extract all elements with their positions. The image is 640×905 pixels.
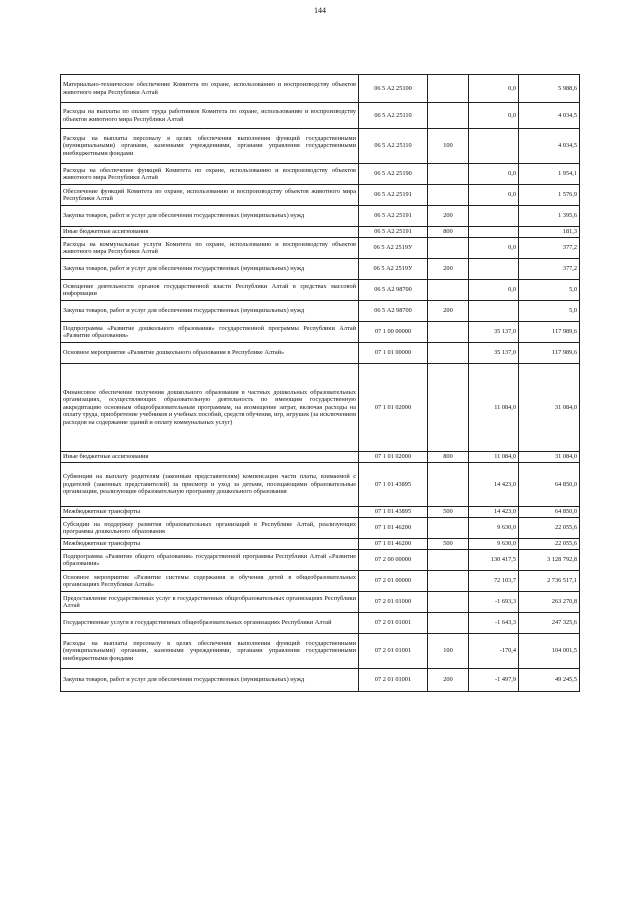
table-row [61, 227, 580, 238]
table-row [61, 634, 580, 669]
table-row [61, 206, 580, 227]
amount-total: 3 128 792,8 [519, 550, 580, 571]
amount-total: 377,2 [519, 238, 580, 259]
expense-description: Основное мероприятие «Развитие дошкольного образования в Республике Алтай» [61, 343, 359, 364]
target-article-code: 06 5 А2 25191 [359, 227, 428, 238]
table-row [61, 103, 580, 129]
table-row [61, 669, 580, 692]
amount-change: 0,0 [469, 238, 519, 259]
amount-change: -1 497,9 [469, 669, 519, 692]
table-row [61, 592, 580, 613]
expense-type-code [428, 322, 469, 343]
expense-description: Подпрограмма «Развитие дошкольного образования» государственной программы Республики Алтай «Развитие образования» [61, 322, 359, 343]
amount-total: 1 395,6 [519, 206, 580, 227]
target-article-code: 07 1 01 46200 [359, 539, 428, 550]
expense-type-code [428, 613, 469, 634]
expense-type-code: 200 [428, 301, 469, 322]
expense-type-code: 100 [428, 634, 469, 669]
amount-total: 5,0 [519, 280, 580, 301]
expense-type-code: 500 [428, 539, 469, 550]
amount-total: 64 850,0 [519, 463, 580, 507]
target-article-code: 07 2 01 00000 [359, 571, 428, 592]
amount-change: 130 417,5 [469, 550, 519, 571]
amount-total: 22 055,6 [519, 539, 580, 550]
expense-type-code [428, 550, 469, 571]
amount-total: 181,3 [519, 227, 580, 238]
expense-description: Материально-техническое обеспечение Комитета по охране, использованию и воспроизводству объектов животного мира Республики Алтай [61, 75, 359, 103]
expense-description: Субсидии на поддержку развития образовательных организаций в Республике Алтай, реализующих программы дошкольного образования [61, 518, 359, 539]
amount-change: 35 137,0 [469, 322, 519, 343]
amount-total: 31 084,0 [519, 364, 580, 452]
target-article-code: 07 1 01 46200 [359, 518, 428, 539]
expense-type-code: 800 [428, 227, 469, 238]
table-row [61, 185, 580, 206]
amount-change [469, 206, 519, 227]
amount-total: 377,2 [519, 259, 580, 280]
expense-description: Межбюджетные трансферты [61, 539, 359, 550]
table-row [61, 322, 580, 343]
expense-description: Межбюджетные трансферты [61, 507, 359, 518]
target-article-code: 07 2 01 01001 [359, 634, 428, 669]
amount-change: 0,0 [469, 164, 519, 185]
amount-total: 4 034,5 [519, 129, 580, 164]
target-article-code: 06 5 А2 25191 [359, 185, 428, 206]
target-article-code: 07 1 00 00000 [359, 322, 428, 343]
table-row [61, 518, 580, 539]
amount-change: 0,0 [469, 280, 519, 301]
expense-description: Основное мероприятие «Развитие системы содержания и обучения детей в общеобразовательных организациях Республики Алтай» [61, 571, 359, 592]
amount-change: 9 630,0 [469, 539, 519, 550]
amount-total: 22 055,6 [519, 518, 580, 539]
table-row [61, 164, 580, 185]
table-row [61, 364, 580, 452]
table-row [61, 613, 580, 634]
amount-change: 35 137,0 [469, 343, 519, 364]
amount-change: 0,0 [469, 185, 519, 206]
target-article-code: 07 1 01 02000 [359, 364, 428, 452]
expense-type-code [428, 364, 469, 452]
table-row [61, 129, 580, 164]
amount-total: 31 084,0 [519, 452, 580, 463]
amount-change: 72 103,7 [469, 571, 519, 592]
amount-change: 11 084,0 [469, 452, 519, 463]
target-article-code: 07 2 01 01000 [359, 592, 428, 613]
target-article-code: 06 5 А2 25190 [359, 164, 428, 185]
table-row [61, 463, 580, 507]
expense-description: Расходы на выплаты персоналу в целях обеспечения выполнения функций государственными (муниципальными) органами, казенными учреждениями, органами управления государственными внебюджетными фондами [61, 634, 359, 669]
expense-type-code [428, 463, 469, 507]
expense-description: Расходы на обеспечение функций Комитета по охране, использованию и воспроизводству объектов животного мира Республики Алтай [61, 164, 359, 185]
expense-type-code [428, 185, 469, 206]
amount-total: 2 736 517,1 [519, 571, 580, 592]
page-number: 144 [314, 6, 326, 15]
expense-description: Закупка товаров, работ и услуг для обеспечения государственных (муниципальных) нужд [61, 669, 359, 692]
target-article-code: 06 5 А2 25110 [359, 129, 428, 164]
target-article-code: 06 5 А2 2519У [359, 238, 428, 259]
amount-total: 247 325,6 [519, 613, 580, 634]
expense-description: Освещение деятельности органов государственной власти Республики Алтай в средствах массовой информации [61, 280, 359, 301]
target-article-code: 06 5 А2 25100 [359, 75, 428, 103]
expense-description: Закупка товаров, работ и услуг для обеспечения государственных (муниципальных) нужд [61, 259, 359, 280]
target-article-code: 07 2 01 01001 [359, 613, 428, 634]
table-row [61, 280, 580, 301]
amount-total: 49 245,5 [519, 669, 580, 692]
amount-total: 5,0 [519, 301, 580, 322]
table-row [61, 507, 580, 518]
amount-total: 5 988,6 [519, 75, 580, 103]
expense-type-code [428, 164, 469, 185]
expense-description: Расходы на выплаты персоналу в целях обеспечения выполнения функций государственными (муниципальными) органами, казенными учреждениями, органами управления государственными внебюджетными фондами [61, 129, 359, 164]
table-row [61, 75, 580, 103]
amount-change: 0,0 [469, 75, 519, 103]
expense-type-code [428, 280, 469, 301]
table-row [61, 550, 580, 571]
amount-total: 117 989,6 [519, 343, 580, 364]
table-row [61, 343, 580, 364]
table-row [61, 452, 580, 463]
target-article-code: 07 1 01 43895 [359, 507, 428, 518]
expense-type-code [428, 571, 469, 592]
expense-type-code [428, 238, 469, 259]
expense-description: Подпрограмма «Развитие общего образования» государственной программы Республики Алтай «Развитие образования» [61, 550, 359, 571]
expense-description: Субвенции на выплату родителям (законным представителям) компенсации части платы, взимаемой с родителей (законных представителей) за присмотр и уход за детьми, посещающими образовательные организации, реализующие образовательную программу дошкольного образования [61, 463, 359, 507]
target-article-code: 07 2 01 01001 [359, 669, 428, 692]
amount-total: 4 034,5 [519, 103, 580, 129]
expense-description: Расходы на выплаты по оплате труда работников Комитета по охране, использованию и воспроизводству объектов животного мира Республики Алтай [61, 103, 359, 129]
target-article-code: 06 5 А2 98700 [359, 280, 428, 301]
expense-type-code [428, 343, 469, 364]
amount-change: 14 423,0 [469, 463, 519, 507]
table-row [61, 238, 580, 259]
expense-description: Государственные услуги в государственных общеобразовательных организациях Республики Алтай [61, 613, 359, 634]
expense-type-code: 200 [428, 206, 469, 227]
expense-description: Финансовое обеспечение получения дошкольного образования в частных дошкольных образовательных организациях, осуществляющих образовательную деятельность по имеющим государственную аккредитацию основным общеобразовательным программам, на возмещение затрат, включая расходы на оплату труда, приобретение учебников и учебных пособий, средств обучения, игр, игрушек (за исключением расходов на содержание зданий и оплату коммунальных услуг) [61, 364, 359, 452]
amount-change: -1 643,3 [469, 613, 519, 634]
amount-total: 1 576,9 [519, 185, 580, 206]
target-article-code: 06 5 А2 25110 [359, 103, 428, 129]
amount-total: 104 001,5 [519, 634, 580, 669]
budget-table-body [61, 75, 580, 692]
expense-type-code: 100 [428, 129, 469, 164]
target-article-code: 07 1 01 02000 [359, 452, 428, 463]
target-article-code: 07 1 01 43895 [359, 463, 428, 507]
expense-type-code [428, 103, 469, 129]
expense-description: Расходы на коммунальные услуги Комитета по охране, использованию и воспроизводству объектов животного мира Республики Алтай [61, 238, 359, 259]
target-article-code: 06 5 А2 2519У [359, 259, 428, 280]
amount-change: -170,4 [469, 634, 519, 669]
table-row [61, 571, 580, 592]
expense-description: Закупка товаров, работ и услуг для обеспечения государственных (муниципальных) нужд [61, 301, 359, 322]
expense-type-code [428, 75, 469, 103]
table-row [61, 259, 580, 280]
amount-change [469, 227, 519, 238]
expense-description: Закупка товаров, работ и услуг для обеспечения государственных (муниципальных) нужд [61, 206, 359, 227]
target-article-code: 06 5 А2 98700 [359, 301, 428, 322]
expense-type-code: 800 [428, 452, 469, 463]
expense-description: Обеспечение функций Комитета по охране, использованию и воспроизводству объектов животного мира Республики Алтай [61, 185, 359, 206]
expense-type-code: 200 [428, 259, 469, 280]
amount-total: 1 954,1 [519, 164, 580, 185]
expense-description: Иные бюджетные ассигнования [61, 452, 359, 463]
amount-change [469, 129, 519, 164]
amount-total: 263 270,8 [519, 592, 580, 613]
amount-change: 0,0 [469, 103, 519, 129]
target-article-code: 07 2 00 00000 [359, 550, 428, 571]
expense-type-code: 200 [428, 669, 469, 692]
target-article-code: 07 1 01 00000 [359, 343, 428, 364]
amount-change [469, 259, 519, 280]
amount-change [469, 301, 519, 322]
table-row [61, 539, 580, 550]
amount-change: 9 630,0 [469, 518, 519, 539]
expense-type-code [428, 518, 469, 539]
amount-change: -1 693,3 [469, 592, 519, 613]
expense-description: Иные бюджетные ассигнования [61, 227, 359, 238]
table-row [61, 301, 580, 322]
amount-total: 64 850,0 [519, 507, 580, 518]
budget-table [60, 74, 580, 692]
amount-total: 117 989,6 [519, 322, 580, 343]
expense-description: Предоставление государственных услуг в государственных общеобразовательных организациях Республики Алтай [61, 592, 359, 613]
target-article-code: 06 5 А2 25191 [359, 206, 428, 227]
expense-type-code [428, 592, 469, 613]
amount-change: 11 084,0 [469, 364, 519, 452]
expense-type-code: 500 [428, 507, 469, 518]
amount-change: 14 423,0 [469, 507, 519, 518]
